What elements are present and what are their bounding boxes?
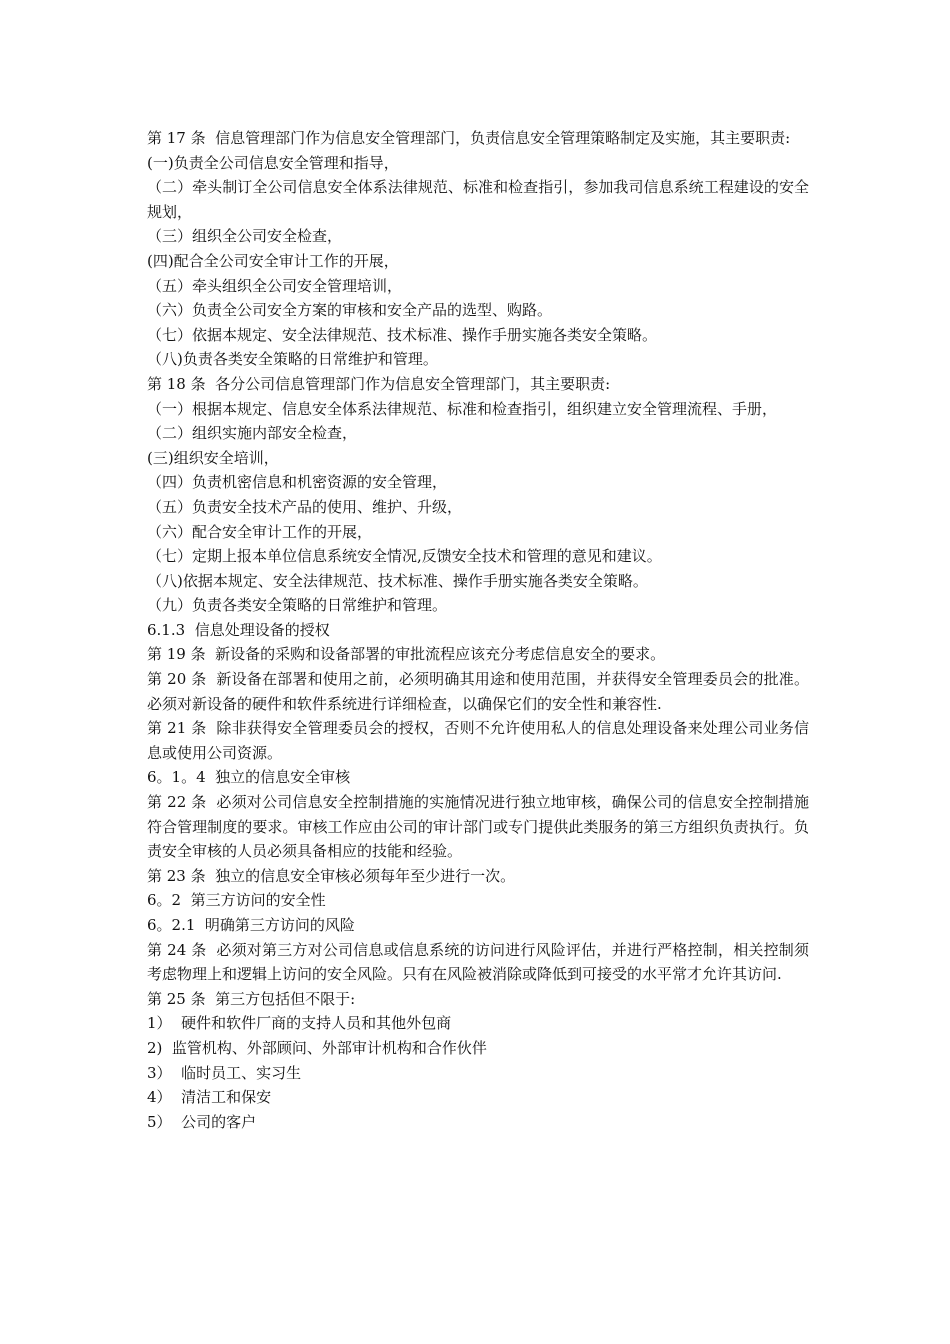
paragraph-article-18: 第 18 条 各分公司信息管理部门作为信息安全管理部门，其主要职责: <box>147 374 611 393</box>
list-item: (四)配合全公司安全审计工作的开展， <box>147 251 399 270</box>
paragraph-article-25: 第 25 条 第三方包括但不限于: <box>147 989 356 1008</box>
list-item: 5） 公司的客户 <box>147 1112 257 1131</box>
document-body <box>147 126 809 1134</box>
list-item: （八)负责各类安全策略的日常维护和管理。 <box>147 350 438 369</box>
paragraph-article-23: 第 23 条 独立的信息安全审核必须每年至少进行一次。 <box>147 866 516 885</box>
list-item: （二）组织实施内部安全检查， <box>147 424 358 443</box>
list-item: （八)依据本规定、安全法律规范、技术标准、操作手册实施各类安全策略。 <box>147 571 648 590</box>
section-heading: 6。2.1 明确第三方访问的风险 <box>147 916 355 934</box>
list-item: （七）依据本规定、安全法律规范、技术标准、操作手册实施各类安全策略。 <box>147 325 658 344</box>
list-item: （六）负责全公司安全方案的审核和安全产品的选型、购路。 <box>147 301 553 320</box>
list-item: （三）组织全公司安全检查， <box>147 227 343 246</box>
list-item: （四）负责机密信息和机密资源的安全管理， <box>147 473 448 492</box>
list-item: （五）牵头组织全公司安全管理培训， <box>147 276 403 295</box>
section-heading: 6。1。4 独立的信息安全审核 <box>147 768 351 787</box>
list-item: （九）负责各类安全策略的日常维护和管理。 <box>147 596 448 615</box>
paragraph-article-19: 第 19 条 新设备的采购和设备部署的审批流程应该充分考虑信息安全的要求。 <box>147 645 666 664</box>
section-heading: 6.1.3 信息处理设备的授权 <box>147 620 330 639</box>
paragraph-article-17: 第 17 条 信息管理部门作为信息安全管理部门，负责信息安全管理策略制定及实施，其主要职责: <box>147 129 791 147</box>
paragraph-article-20: 第 20 条 新设备在部署和使用之前，必须明确其用途和使用范围，并获得安全管理委员会的批准。必须对新设备的硬件和软件系统进行详细检查，以确保它们的安全性和兼容性. <box>147 670 809 713</box>
list-item: （六）配合安全审计工作的开展， <box>147 522 373 541</box>
list-item: 1） 硬件和软件厂商的支持人员和其他外包商 <box>147 1014 452 1033</box>
list-item: 3） 临时员工、实习生 <box>147 1063 302 1082</box>
paragraph-article-24: 第 24 条 必须对第三方对公司信息或信息系统的访问进行风险评估，并进行严格控制，相关控制须考虑物理上和逻辑上访问的安全风险。只有在风险被消除或降低到可接受的水平常才允许其访问. <box>147 940 809 984</box>
paragraph-article-22: 第 22 条 必须对公司信息安全控制措施的实施情况进行独立地审核，确保公司的信息安全控制措施符合管理制度的要求。审核工作应由公司的审计部门或专门提供此类服务的第三方组织负责执行。负责安全审核的人员必须具备相应的技能和经验。 <box>147 793 809 861</box>
list-item: (一)负责全公司信息安全管理和指导， <box>147 153 399 172</box>
list-item: (三)组织安全培训， <box>147 448 279 467</box>
list-item: （一）根据本规定、信息安全体系法律规范、标准和检查指引，组织建立安全管理流程、手册， <box>147 399 778 418</box>
section-heading: 6。2 第三方访问的安全性 <box>147 891 326 910</box>
list-item: 2) 监管机构、外部顾问、外部审计机构和合作伙伴 <box>147 1038 487 1057</box>
list-item: （五）负责安全技术产品的使用、维护、升级， <box>147 497 463 516</box>
list-item: 4） 清洁工和保安 <box>147 1088 272 1107</box>
list-item: （二）牵头制订全公司信息安全体系法律规范、标准和检查指引，参加我司信息系统工程建设的安全规划， <box>147 178 809 221</box>
list-item: （七）定期上报本单位信息系统安全情况,反馈安全技术和管理的意见和建议。 <box>147 547 662 566</box>
paragraph-article-21: 第 21 条 除非获得安全管理委员会的授权，否则不允许使用私人的信息处理设备来处理公司业务信息或使用公司资源。 <box>147 719 809 762</box>
